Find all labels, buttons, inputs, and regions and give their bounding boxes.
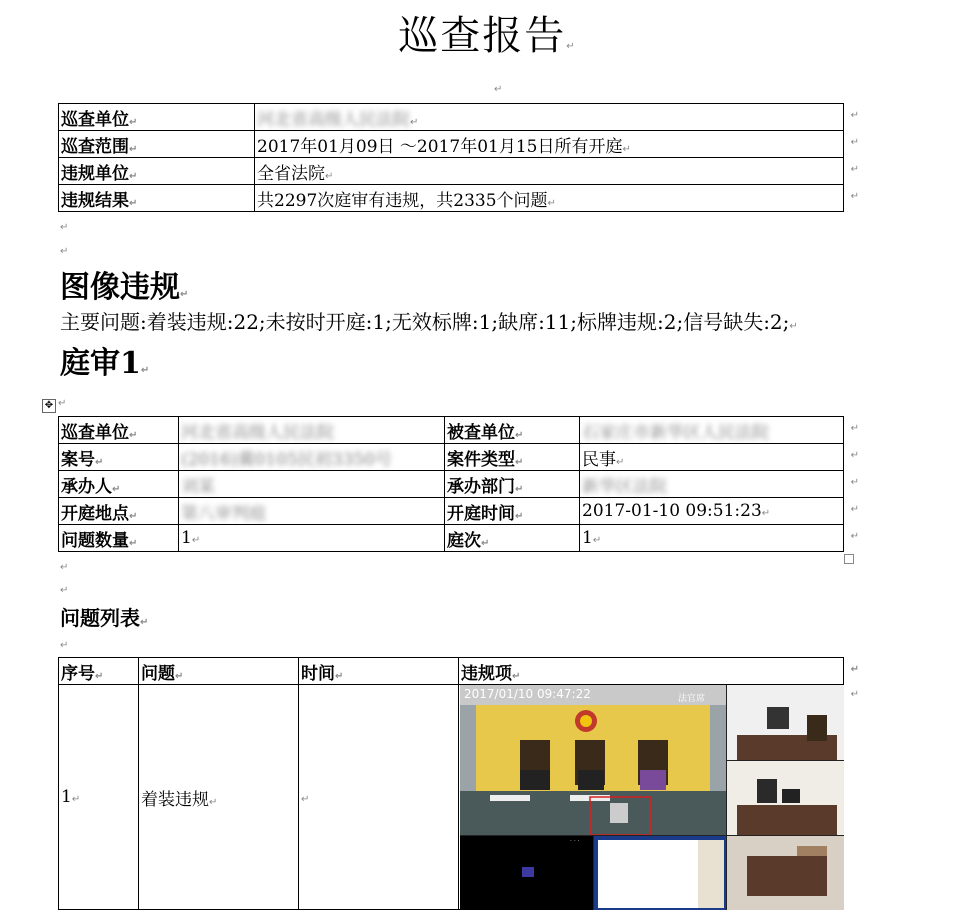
column-header: 时间↵ bbox=[299, 658, 459, 685]
summary-label: 巡查范围↵ bbox=[59, 131, 255, 158]
hearing-label: 承办部门↵ bbox=[445, 471, 580, 498]
thumb-clerk-view bbox=[727, 761, 844, 835]
paragraph-mark: ↵ bbox=[58, 398, 67, 409]
page-title: 巡查报告↵ bbox=[398, 13, 577, 59]
courtroom-scene bbox=[460, 685, 726, 835]
screenshot-seat-label: 法官席 bbox=[678, 694, 706, 704]
table-row bbox=[59, 131, 844, 158]
column-header: 违规项↵ ↵ bbox=[459, 658, 844, 685]
hearing-value: 石家庄市新华区人民法院 ↵ bbox=[580, 417, 844, 444]
violation-image-cell: ↵ bbox=[459, 685, 844, 910]
table-row bbox=[59, 525, 844, 552]
summary-label: 违规单位↵ bbox=[59, 158, 255, 185]
table-move-handle-icon[interactable]: ✥ bbox=[42, 399, 56, 413]
hearing-value: 第八审判庭 bbox=[179, 498, 445, 525]
issues-heading: 问题列表↵ bbox=[60, 606, 149, 630]
paragraph-mark: ↵ bbox=[60, 562, 69, 573]
hearing-label: 问题数量↵ bbox=[59, 525, 179, 552]
thumb-blank-view: · · · bbox=[460, 836, 593, 910]
table-row bbox=[59, 498, 844, 525]
table-header-row bbox=[59, 658, 844, 685]
table-row bbox=[59, 104, 844, 131]
courtroom-main-view bbox=[460, 685, 726, 835]
hearing-value: 2017-01-10 09:51:23↵ ↵ bbox=[580, 498, 844, 525]
paragraph-mark: ↵ bbox=[60, 585, 69, 596]
summary-label: 违规结果↵ bbox=[59, 185, 255, 212]
paragraph-mark: ↵ bbox=[60, 640, 69, 651]
hearing-value: 1↵ ↵ bbox=[580, 525, 844, 552]
table-row bbox=[59, 444, 844, 471]
thumb-judge-view bbox=[727, 685, 844, 760]
paragraph-mark: ↵ bbox=[494, 84, 503, 95]
hearing-value: 河北省高级人民法院 bbox=[179, 417, 445, 444]
hearing-label: 开庭时间↵ bbox=[445, 498, 580, 525]
screenshot-timestamp: 2017/01/10 09:47:22 bbox=[464, 687, 591, 701]
section-heading: 图像违规↵ bbox=[60, 270, 189, 305]
issue-number: 1↵ bbox=[59, 685, 139, 910]
table-row bbox=[59, 417, 844, 444]
hearing-table bbox=[58, 416, 859, 552]
hearing-value: 新华区法院 ↵ bbox=[580, 471, 844, 498]
summary-label: 巡查单位↵ bbox=[59, 104, 255, 131]
hearing-value: 刘某 bbox=[179, 471, 445, 498]
hearing-label: 巡查单位↵ bbox=[59, 417, 179, 444]
table-resize-handle-icon[interactable] bbox=[844, 554, 854, 564]
hearing-label: 庭次↵ bbox=[445, 525, 580, 552]
summary-value: 河北省高级人民法院↵ ↵ bbox=[255, 104, 844, 131]
hearing-value: 民事↵ ↵ bbox=[580, 444, 844, 471]
thumb-document-view bbox=[594, 836, 726, 910]
violation-screenshot[interactable] bbox=[460, 685, 844, 910]
column-header: 问题↵ bbox=[139, 658, 299, 685]
issue-time: ↵ bbox=[299, 685, 459, 910]
hearing-label: 案号↵ bbox=[59, 444, 179, 471]
issue-problem: 着装违规↵ bbox=[139, 685, 299, 910]
main-issues-line: 主要问题:着装违规:22;未按时开庭:1;无效标牌:1;缺席:11;标牌违规:2;信号缺失:2;↵ bbox=[60, 310, 798, 334]
thumb-gallery-view bbox=[727, 836, 844, 910]
column-header: 序号↵ bbox=[59, 658, 139, 685]
paragraph-mark: ↵ bbox=[60, 246, 69, 257]
table-row bbox=[59, 471, 844, 498]
hearing-label: 案件类型↵ bbox=[445, 444, 580, 471]
hearing-label: 承办人↵ bbox=[59, 471, 179, 498]
hearing-label: 被查单位↵ bbox=[445, 417, 580, 444]
table-row bbox=[59, 158, 844, 185]
summary-table bbox=[58, 103, 859, 212]
hearing-label: 开庭地点↵ bbox=[59, 498, 179, 525]
hearing-value: 1↵ bbox=[179, 525, 445, 552]
paragraph-mark: ↵ bbox=[60, 222, 69, 233]
summary-value: 共2297次庭审有违规，共2335个问题↵ ↵ bbox=[255, 185, 844, 212]
summary-value: 2017年01月09日 ～2017年01月15日所有开庭↵ ↵ bbox=[255, 131, 844, 158]
summary-value: 全省法院↵ ↵ bbox=[255, 158, 844, 185]
hearing-value: (2016)冀0105民初3350号 bbox=[179, 444, 445, 471]
table-row bbox=[59, 185, 844, 212]
hearing-heading: 庭审1↵ bbox=[60, 346, 150, 381]
